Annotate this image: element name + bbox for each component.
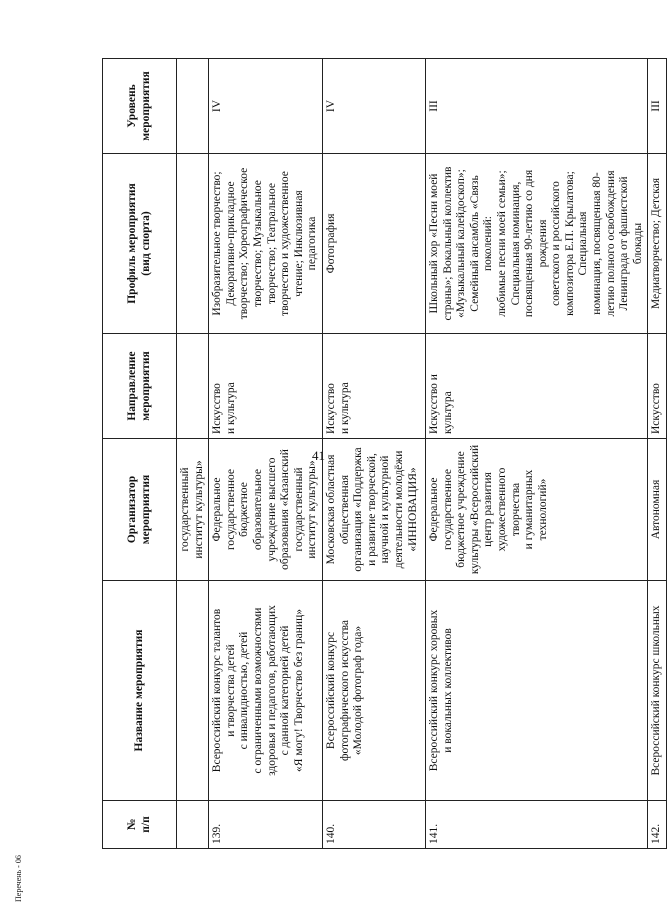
header-name: Название мероприятия [103, 581, 177, 801]
event-level: IV [209, 59, 323, 154]
event-profile: Фотография [322, 154, 425, 334]
event-profile: Медиатворчество; Детская [648, 154, 667, 334]
event-direction: Искусство и культура [209, 334, 323, 439]
table-row [322, 59, 425, 849]
row-number: 139. [209, 801, 323, 849]
event-profile: Школьный хор «Песни моей страны»; Вокальный коллектив «Музыкальный калейдоскоп»; Семейный ансамбль «Связь поколений: любимые песни моей семьи»; Специальная номинация, посвященная 90-летию со дня рождения советского и российского композитора Е.П. Крылатова; Специальная номинация, посвященная 80- летию полного освобождения Ленинграда от фашистской блокады [425, 154, 648, 334]
event-direction: Искусство и культура [425, 334, 648, 439]
rotated-table-wrapper [102, 59, 663, 849]
row-number: 140. [322, 801, 425, 849]
header-profile: Профиль мероприятия (вид спорта) [103, 154, 177, 334]
header-num: № п/п [103, 801, 177, 849]
event-name: Всероссийский конкурс талантов и творчества детей с инвалидностью, детей с ограниченными возможностями здоровья и педагогов, работающих с данной категорией детей «Я могу! Творчество без границ» [209, 581, 323, 801]
footer-note: Перечень - 06 [14, 855, 23, 902]
table-row [648, 59, 667, 849]
event-profile: Изобразительное творчество; Декоративно-прикладное творчество; Хореографическое творчество; Музыкальное творчество; Театральное творчество и художественное чтение; Инклюзивная педагогика [209, 154, 323, 334]
header-direction: Направление мероприятия [103, 334, 177, 439]
event-name: Всероссийский конкурс фотографического искусства «Молодой фотограф года» [322, 581, 425, 801]
events-table [102, 58, 667, 849]
table-row [425, 59, 648, 849]
continuation-organizer: государственный институт культуры» [177, 439, 209, 581]
event-name: Всероссийский конкурс хоровых и вокальных коллективов [425, 581, 648, 801]
row-number: 142. [648, 801, 667, 849]
event-organizer: Автономная [648, 439, 667, 581]
continuation-row [177, 59, 209, 849]
header-level: Уровень мероприятия [103, 59, 177, 154]
event-level: III [648, 59, 667, 154]
page-number: 41 [312, 448, 325, 463]
event-direction: Искусство [648, 334, 667, 439]
event-level: IV [322, 59, 425, 154]
event-organizer: Федеральное государственное бюджетное учреждение культуры «Всероссийский центр развития художественного творчества и гуманитарных технологий» [425, 439, 648, 581]
event-organizer: Федеральное государственное бюджетное образовательное учреждение высшего образования «Казанский государственный институт культуры» [209, 439, 323, 581]
row-number: 141. [425, 801, 648, 849]
table-row [209, 59, 323, 849]
event-organizer: Московская областная общественная организация «Поддержка и развитие творческой, научной и культурной деятельности молодёжи «ИННОВАЦИЯ» [322, 439, 425, 581]
event-direction: Искусство и культура [322, 334, 425, 439]
header-row [103, 59, 177, 849]
event-name: Всероссийский конкурс школьных [648, 581, 667, 801]
event-level: III [425, 59, 648, 154]
header-organizer: Организатор мероприятия [103, 439, 177, 581]
